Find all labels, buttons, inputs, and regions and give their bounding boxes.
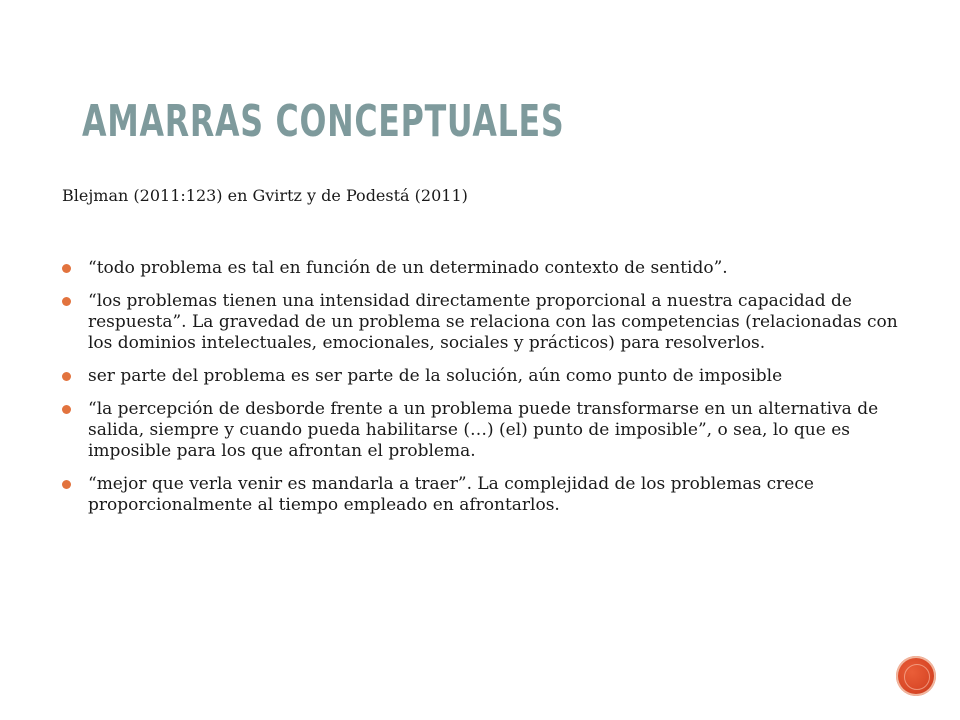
slide-title: AMARRAS CONCEPTUALES — [82, 96, 565, 147]
bullet-item — [62, 258, 902, 279]
bullet-item — [62, 366, 902, 387]
bullet-dot-icon — [62, 297, 71, 306]
bullet-list — [62, 258, 902, 528]
bullet-dot-icon — [62, 405, 71, 414]
bullet-text: “todo problema es tal en función de un determinado contexto de sentido”. — [88, 258, 728, 278]
bullet-dot-icon — [62, 372, 71, 381]
slide-number-badge-icon — [896, 656, 936, 696]
citation-subtitle: Blejman (2011:123) en Gvirtz y de Podestá (2011) — [62, 186, 468, 205]
bullet-item — [62, 399, 902, 462]
bullet-dot-icon — [62, 480, 71, 489]
bullet-text: “mejor que verla venir es mandarla a traer”. La complejidad de los problemas crece proporcionalmente al tiempo empleado en afrontarlos. — [88, 474, 814, 515]
bullet-item — [62, 474, 902, 516]
bullet-text: “los problemas tienen una intensidad directamente proporcional a nuestra capacidad de respuesta”. La gravedad de un problema se relaciona con las competencias (relacionadas con los dominios intelectuales, emocionales, sociales y prácticos) para resolverlos. — [88, 291, 898, 353]
bullet-item — [62, 291, 902, 354]
bullet-text: ser parte del problema es ser parte de la solución, aún como punto de imposible — [88, 366, 783, 386]
bullet-text: “la percepción de desborde frente a un problema puede transformarse en un alternativa de salida, siempre y cuando pueda habilitarse (…) (el) punto de imposible”, o sea, lo que es imposible para los que afrontan el problema. — [88, 399, 879, 461]
bullet-dot-icon — [62, 264, 71, 273]
